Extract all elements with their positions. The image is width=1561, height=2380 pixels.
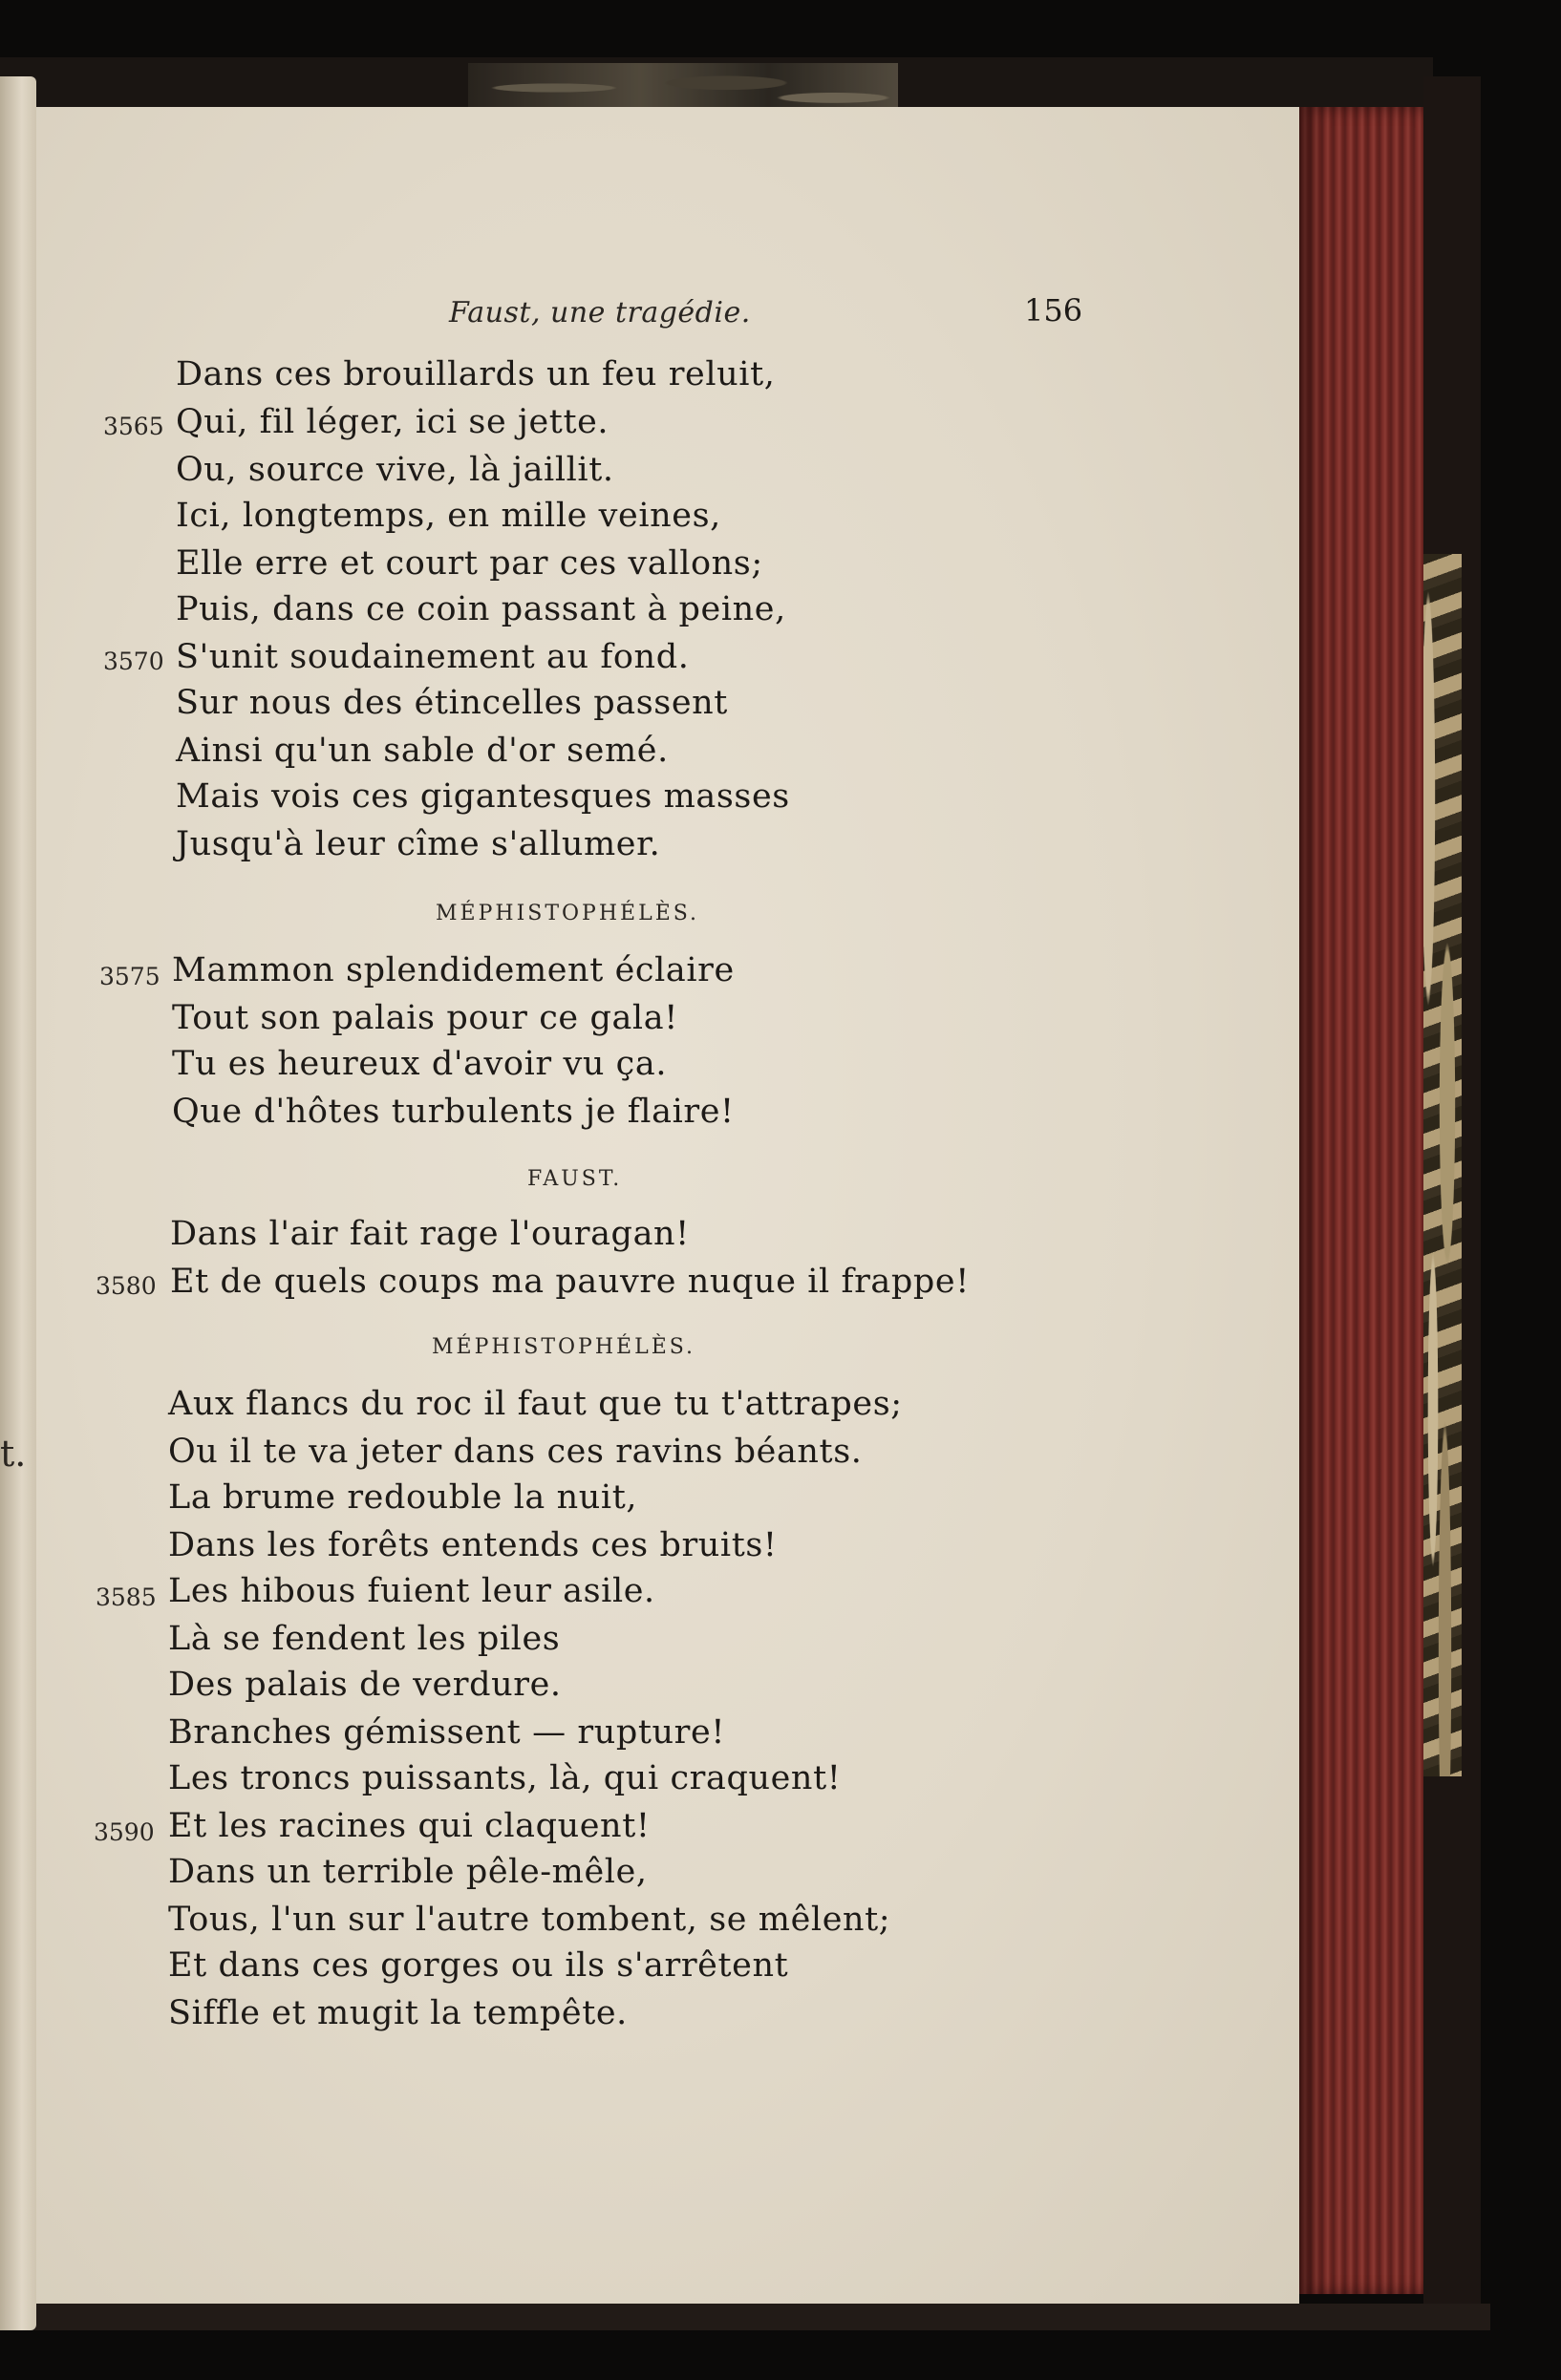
verse-line: Tous, l'un sur l'autre tombent, se mêlent; [168, 1901, 891, 1939]
line-number: 3580 [96, 1272, 157, 1300]
verse-line: Ou, source vive, là jaillit. [176, 451, 614, 489]
line-number: 3590 [94, 1818, 155, 1846]
line-number: 3575 [99, 963, 160, 990]
page-number: 156 [1024, 292, 1083, 329]
verse-line: Les troncs puissants, là, qui craquent! [168, 1759, 842, 1797]
top-marbled-edge [468, 63, 898, 113]
line-number: 3565 [103, 413, 164, 440]
verse-line: Et de quels coups ma pauvre nuque il frappe! [170, 1263, 970, 1301]
verse-line: Tu es heureux d'avoir vu ça. [172, 1045, 668, 1083]
verse-line: Et les racines qui claquent! [168, 1807, 651, 1845]
speaker-label: FAUST. [527, 1167, 623, 1191]
verse-line: Mais vois ces gigantesques masses [176, 777, 790, 816]
verse-line: Puis, dans ce coin passant à peine, [176, 590, 786, 628]
red-page-edges [1299, 107, 1423, 2294]
facing-page-edge [0, 76, 36, 2330]
verse-line: Mammon splendidement éclaire [172, 951, 735, 989]
speaker-label: MÉPHISTOPHÉLÈS. [436, 902, 700, 925]
verse-line: La brume redouble la nuit, [168, 1478, 638, 1517]
verse-line: Qui, fil léger, ici se jette. [176, 403, 609, 441]
verse-line: Les hibous fuient leur asile. [168, 1572, 655, 1610]
verse-line: Sur nous des étincelles passent [176, 684, 728, 722]
verse-line: S'unit soudainement au fond. [176, 638, 690, 676]
verse-line: Elle erre et court par ces vallons; [176, 544, 763, 583]
verse-line: Ou il te va jeter dans ces ravins béants. [168, 1433, 863, 1471]
verse-line: Dans les forêts entends ces bruits! [168, 1526, 778, 1564]
verse-line: Des palais de verdure. [168, 1666, 562, 1704]
bottom-board [0, 2304, 1490, 2330]
facing-page-fragment: t. [0, 1433, 27, 1475]
verse-line: Ici, longtemps, en mille veines, [176, 497, 721, 535]
verse-line: Aux flancs du roc il faut que tu t'attrapes; [168, 1385, 903, 1423]
verse-line: Là se fendent les piles [168, 1620, 561, 1658]
verse-line: Que d'hôtes turbulents je flaire! [172, 1093, 735, 1131]
line-number: 3585 [96, 1583, 157, 1611]
verse-line: Jusqu'à leur cîme s'allumer. [176, 825, 661, 863]
verse-line: Siffle et mugit la tempête. [168, 1994, 628, 2032]
verse-line: Branches gémissent — rupture! [168, 1713, 725, 1752]
verse-line: Et dans ces gorges ou ils s'arrêtent [168, 1946, 789, 1985]
verse-line: Dans ces brouillards un feu reluit, [176, 355, 776, 393]
verse-line: Dans l'air fait rage l'ouragan! [170, 1215, 690, 1253]
running-head: Faust, une tragédie. [449, 296, 751, 329]
line-number: 3570 [103, 648, 164, 675]
verse-line: Ainsi qu'un sable d'or semé. [176, 732, 669, 770]
speaker-label: MÉPHISTOPHÉLÈS. [432, 1335, 696, 1359]
verse-line: Dans un terrible pêle-mêle, [168, 1853, 648, 1891]
verse-line: Tout son palais pour ce gala! [172, 999, 678, 1037]
